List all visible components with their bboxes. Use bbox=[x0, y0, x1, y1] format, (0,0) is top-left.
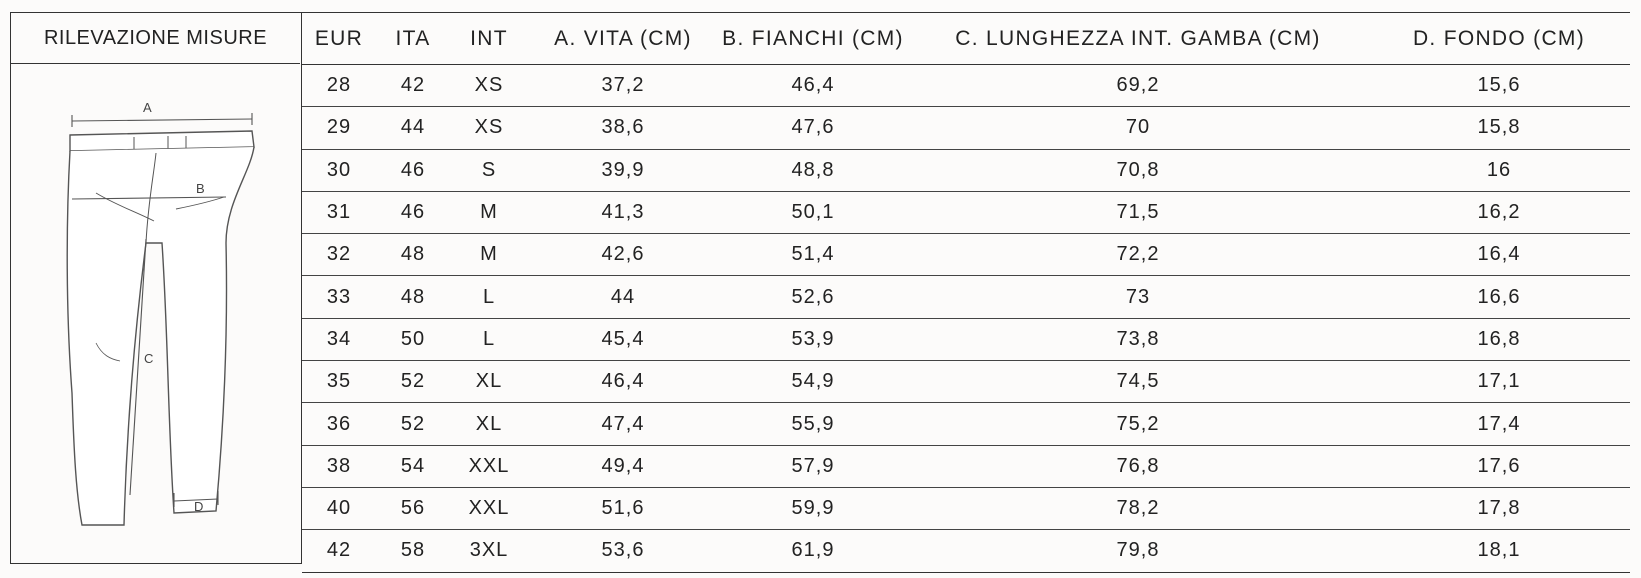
size-table bbox=[302, 12, 1630, 573]
cell-ita: 42 bbox=[376, 65, 450, 107]
cell-gamba: 78,2 bbox=[908, 487, 1368, 529]
cell-gamba: 70 bbox=[908, 107, 1368, 149]
cell-fianchi: 51,4 bbox=[718, 234, 908, 276]
trousers-diagram bbox=[36, 93, 276, 553]
table-row bbox=[302, 361, 1630, 403]
table-row bbox=[302, 403, 1630, 445]
cell-int: XXL bbox=[450, 487, 528, 529]
cell-fianchi: 52,6 bbox=[718, 276, 908, 318]
cell-fondo: 15,6 bbox=[1368, 65, 1630, 107]
cell-gamba: 79,8 bbox=[908, 530, 1368, 572]
col-fondo: D. FONDO (CM) bbox=[1368, 13, 1630, 65]
cell-int: L bbox=[450, 318, 528, 360]
cell-int: XS bbox=[450, 107, 528, 149]
cell-eur: 30 bbox=[302, 149, 376, 191]
cell-fondo: 17,1 bbox=[1368, 361, 1630, 403]
table-row bbox=[302, 318, 1630, 360]
label-a: A bbox=[143, 100, 152, 115]
col-gamba: C. LUNGHEZZA INT. GAMBA (CM) bbox=[908, 13, 1368, 65]
cell-gamba: 71,5 bbox=[908, 191, 1368, 233]
cell-ita: 56 bbox=[376, 487, 450, 529]
cell-vita: 49,4 bbox=[528, 445, 718, 487]
cell-gamba: 73,8 bbox=[908, 318, 1368, 360]
col-fianchi: B. FIANCHI (CM) bbox=[718, 13, 908, 65]
cell-int: XXL bbox=[450, 445, 528, 487]
table-row bbox=[302, 530, 1630, 572]
cell-fianchi: 46,4 bbox=[718, 65, 908, 107]
table-row bbox=[302, 107, 1630, 149]
table-row bbox=[302, 234, 1630, 276]
cell-gamba: 74,5 bbox=[908, 361, 1368, 403]
cell-ita: 48 bbox=[376, 234, 450, 276]
cell-fondo: 16 bbox=[1368, 149, 1630, 191]
cell-fianchi: 57,9 bbox=[718, 445, 908, 487]
cell-fondo: 17,4 bbox=[1368, 403, 1630, 445]
label-d: D bbox=[194, 499, 204, 514]
cell-vita: 45,4 bbox=[528, 318, 718, 360]
cell-vita: 42,6 bbox=[528, 234, 718, 276]
cell-vita: 46,4 bbox=[528, 361, 718, 403]
cell-fondo: 18,1 bbox=[1368, 530, 1630, 572]
cell-fondo: 16,6 bbox=[1368, 276, 1630, 318]
cell-int: M bbox=[450, 191, 528, 233]
table-row bbox=[302, 65, 1630, 107]
cell-eur: 33 bbox=[302, 276, 376, 318]
cell-eur: 29 bbox=[302, 107, 376, 149]
col-ita: ITA bbox=[376, 13, 450, 65]
cell-fondo: 17,6 bbox=[1368, 445, 1630, 487]
cell-ita: 52 bbox=[376, 403, 450, 445]
cell-ita: 50 bbox=[376, 318, 450, 360]
cell-vita: 44 bbox=[528, 276, 718, 318]
cell-fianchi: 54,9 bbox=[718, 361, 908, 403]
cell-fianchi: 59,9 bbox=[718, 487, 908, 529]
cell-vita: 41,3 bbox=[528, 191, 718, 233]
cell-fianchi: 55,9 bbox=[718, 403, 908, 445]
table-row bbox=[302, 149, 1630, 191]
cell-eur: 28 bbox=[302, 65, 376, 107]
cell-eur: 32 bbox=[302, 234, 376, 276]
cell-ita: 58 bbox=[376, 530, 450, 572]
cell-fianchi: 53,9 bbox=[718, 318, 908, 360]
cell-int: XL bbox=[450, 361, 528, 403]
cell-vita: 53,6 bbox=[528, 530, 718, 572]
cell-fianchi: 50,1 bbox=[718, 191, 908, 233]
cell-vita: 38,6 bbox=[528, 107, 718, 149]
cell-int: XL bbox=[450, 403, 528, 445]
cell-int: XS bbox=[450, 65, 528, 107]
col-eur: EUR bbox=[302, 13, 376, 65]
table-row bbox=[302, 445, 1630, 487]
label-b: B bbox=[196, 181, 205, 196]
cell-eur: 38 bbox=[302, 445, 376, 487]
label-c: C bbox=[144, 351, 154, 366]
cell-ita: 46 bbox=[376, 191, 450, 233]
table-row bbox=[302, 276, 1630, 318]
measurement-cell bbox=[10, 12, 302, 564]
col-vita: A. VITA (CM) bbox=[528, 13, 718, 65]
header-row bbox=[302, 13, 1630, 65]
cell-ita: 44 bbox=[376, 107, 450, 149]
cell-int: 3XL bbox=[450, 530, 528, 572]
cell-int: S bbox=[450, 149, 528, 191]
cell-fondo: 15,8 bbox=[1368, 107, 1630, 149]
cell-ita: 54 bbox=[376, 445, 450, 487]
cell-gamba: 73 bbox=[908, 276, 1368, 318]
cell-fondo: 16,4 bbox=[1368, 234, 1630, 276]
cell-vita: 51,6 bbox=[528, 487, 718, 529]
cell-gamba: 76,8 bbox=[908, 445, 1368, 487]
cell-ita: 48 bbox=[376, 276, 450, 318]
table-row bbox=[302, 487, 1630, 529]
table-row bbox=[302, 191, 1630, 233]
cell-eur: 40 bbox=[302, 487, 376, 529]
cell-vita: 39,9 bbox=[528, 149, 718, 191]
cell-gamba: 69,2 bbox=[908, 65, 1368, 107]
cell-eur: 36 bbox=[302, 403, 376, 445]
cell-int: M bbox=[450, 234, 528, 276]
cell-int: L bbox=[450, 276, 528, 318]
cell-ita: 52 bbox=[376, 361, 450, 403]
cell-eur: 42 bbox=[302, 530, 376, 572]
size-chart bbox=[10, 12, 1630, 564]
cell-fianchi: 48,8 bbox=[718, 149, 908, 191]
cell-eur: 35 bbox=[302, 361, 376, 403]
cell-fondo: 16,8 bbox=[1368, 318, 1630, 360]
cell-vita: 47,4 bbox=[528, 403, 718, 445]
cell-eur: 31 bbox=[302, 191, 376, 233]
col-int: INT bbox=[450, 13, 528, 65]
cell-eur: 34 bbox=[302, 318, 376, 360]
cell-fondo: 16,2 bbox=[1368, 191, 1630, 233]
cell-fianchi: 61,9 bbox=[718, 530, 908, 572]
cell-gamba: 75,2 bbox=[908, 403, 1368, 445]
cell-gamba: 70,8 bbox=[908, 149, 1368, 191]
cell-ita: 46 bbox=[376, 149, 450, 191]
cell-fondo: 17,8 bbox=[1368, 487, 1630, 529]
cell-gamba: 72,2 bbox=[908, 234, 1368, 276]
measurement-header: RILEVAZIONE MISURE bbox=[11, 13, 300, 64]
cell-fianchi: 47,6 bbox=[718, 107, 908, 149]
cell-vita: 37,2 bbox=[528, 65, 718, 107]
